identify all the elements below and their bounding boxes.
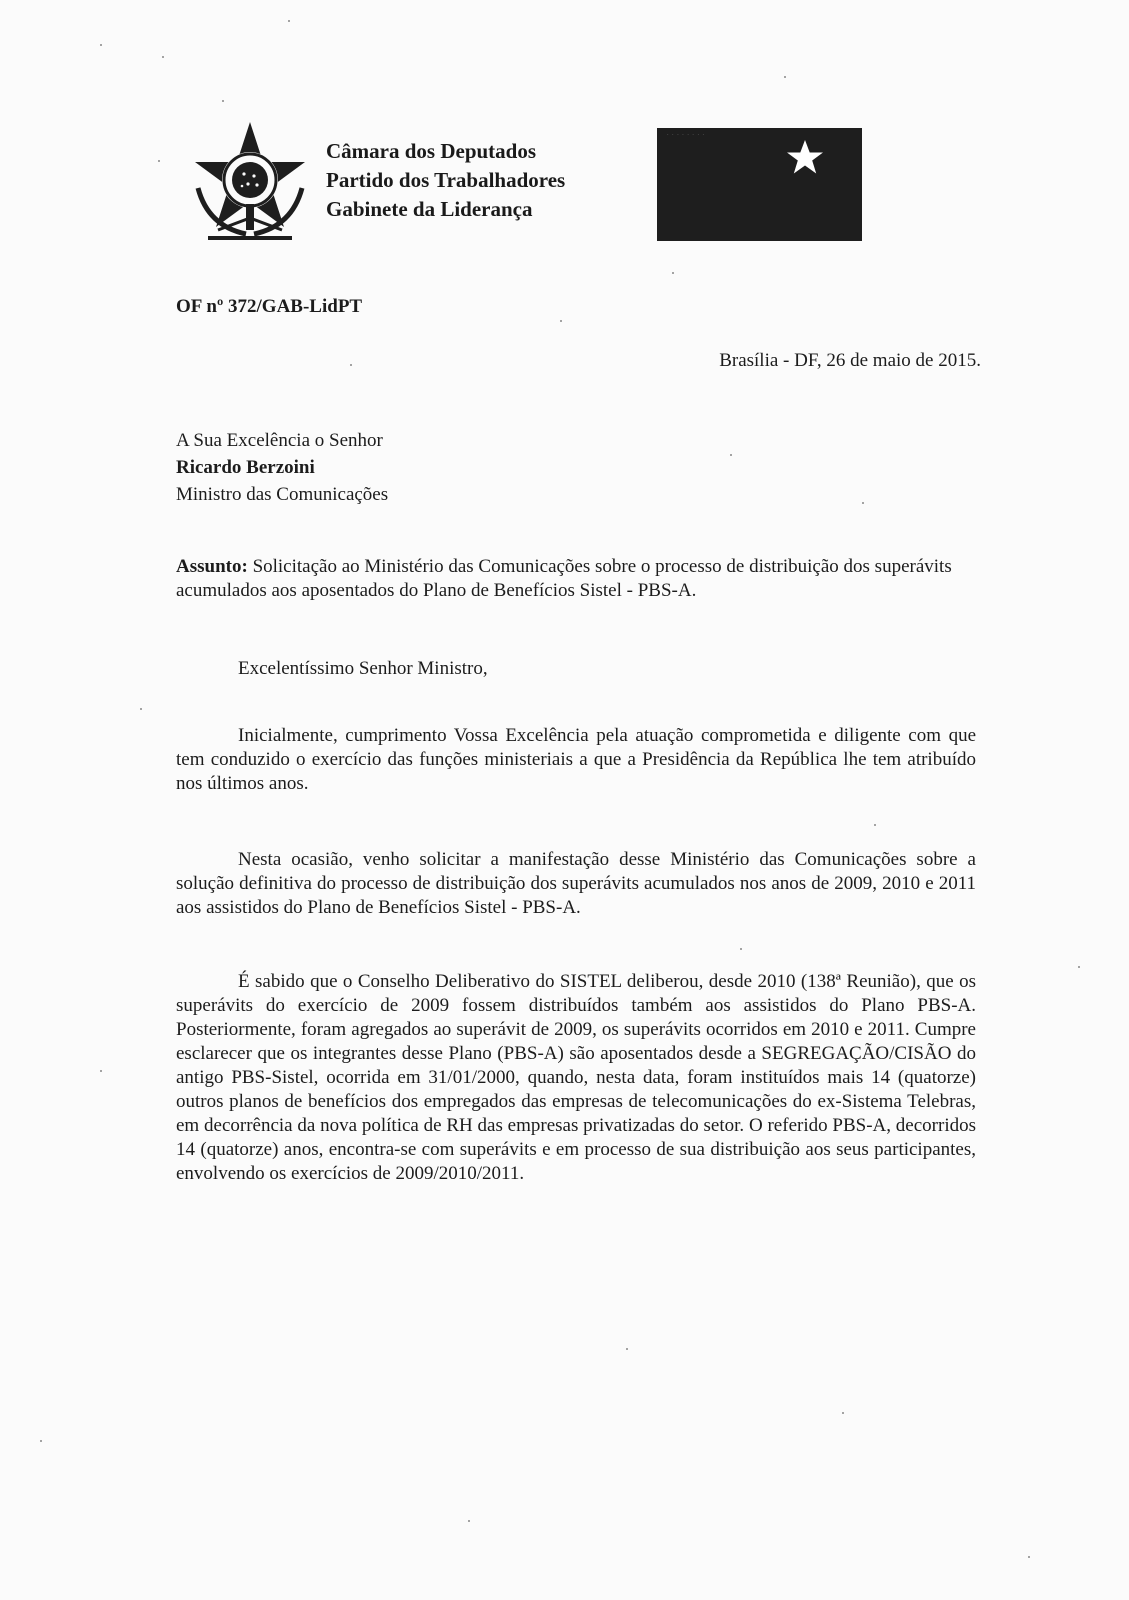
scan-speck (1078, 966, 1080, 968)
scan-speck (350, 364, 352, 366)
scan-speck (40, 1440, 42, 1442)
pt-flag-star-icon (657, 128, 862, 241)
recipient-line-1: A Sua Excelência o Senhor (176, 430, 383, 451)
recipient-block (176, 427, 388, 508)
letterhead-line-3: Gabinete da Liderança (326, 197, 533, 221)
letterhead (326, 137, 565, 224)
subject-block: Assunto: Solicitação ao Ministério das Comunicações sobre o processo de distribuição dos superávits acumulados aos aposentados do Plano de Benefícios Sistel - PBS-A. (176, 556, 952, 601)
scan-speck (158, 160, 160, 162)
recipient-name: Ricardo Berzoini (176, 457, 315, 478)
scan-speck (1028, 1556, 1030, 1558)
scan-speck (288, 20, 290, 22)
scan-speck (784, 76, 786, 78)
letterhead-line-1: Câmara dos Deputados (326, 139, 537, 163)
brasao-republica-icon (188, 118, 313, 243)
scan-speck (100, 1070, 102, 1072)
body-paragraph-2: Nesta ocasião, venho solicitar a manifestação desse Ministério das Comunicações sobre a solução definitiva do processo de distribuição dos superávits acumulados nos anos de 2009, 2010 e 2011 aos assistidos do Plano de Benefícios Sistel - PBS-A. (176, 849, 976, 918)
scan-speck (100, 44, 102, 46)
scan-speck (672, 272, 674, 274)
body-paragraph-1: Inicialmente, cumprimento Vossa Excelência pela atuação comprometida e diligente com que tem conduzido o exercício das funções ministeriais a que a Presidência da República lhe tem atribuído nos últimos anos. (176, 725, 976, 794)
document-date: Brasília - DF, 26 de maio de 2015. (719, 350, 981, 371)
scan-speck (140, 708, 142, 710)
subject-label: Assunto (176, 556, 242, 577)
document-reference: OF nº 372/GAB-LidPT (176, 296, 363, 317)
scan-speck (730, 454, 732, 456)
letterhead-line-2: Partido dos Trabalhadores (326, 168, 566, 192)
scan-speck (842, 1412, 844, 1414)
scan-speck (626, 1348, 628, 1350)
flag-watermark: · · · · · · · · (667, 132, 706, 138)
scan-speck (874, 824, 876, 826)
scan-speck (740, 948, 742, 950)
recipient-title: Ministro das Comunicações (176, 484, 389, 505)
body-paragraph-3: É sabido que o Conselho Deliberativo do SISTEL deliberou, desde 2010 (138ª Reunião), que os superávits do exercício de 2009 fossem distribuídos também aos assistidos do Plano PBS-A. Posteriormente, foram agregados ao superávit de 2009, os superávits ocorridos em 2010 e 2011. Cumpre esclarecer que os integrantes desse Plano (PBS-A) são aposentados desde a SEGREGAÇÃO/CISÃO do antigo PBS-Sistel, ocorrida em 31/01/2000, quando, nesta data, foram instituídos mais 14 (quatorze) outros planos de benefícios dos empregados das empresas de telecomunicações do ex-Sistema Telebras, em decorrência da nova política de RH das empresas privatizadas do setor. O referido PBS-A, decorridos 14 (quatorze) anos, encontra-se com superávits e em processo de sua distribuição aos seus participantes, envolvendo os exercícios de 2009/2010/2011. (176, 971, 976, 1184)
subject-text: Solicitação ao Ministério das Comunicações sobre o processo de distribuição dos superávits acumulados aos aposentados do Plano de Benefícios Sistel - PBS-A. (176, 556, 952, 601)
scan-speck (468, 1520, 470, 1522)
scan-speck (162, 56, 164, 58)
scan-speck (560, 320, 562, 322)
star-icon (785, 138, 825, 178)
salutation: Excelentíssimo Senhor Ministro, (238, 658, 488, 679)
scan-speck (862, 502, 864, 504)
scan-speck (222, 100, 224, 102)
